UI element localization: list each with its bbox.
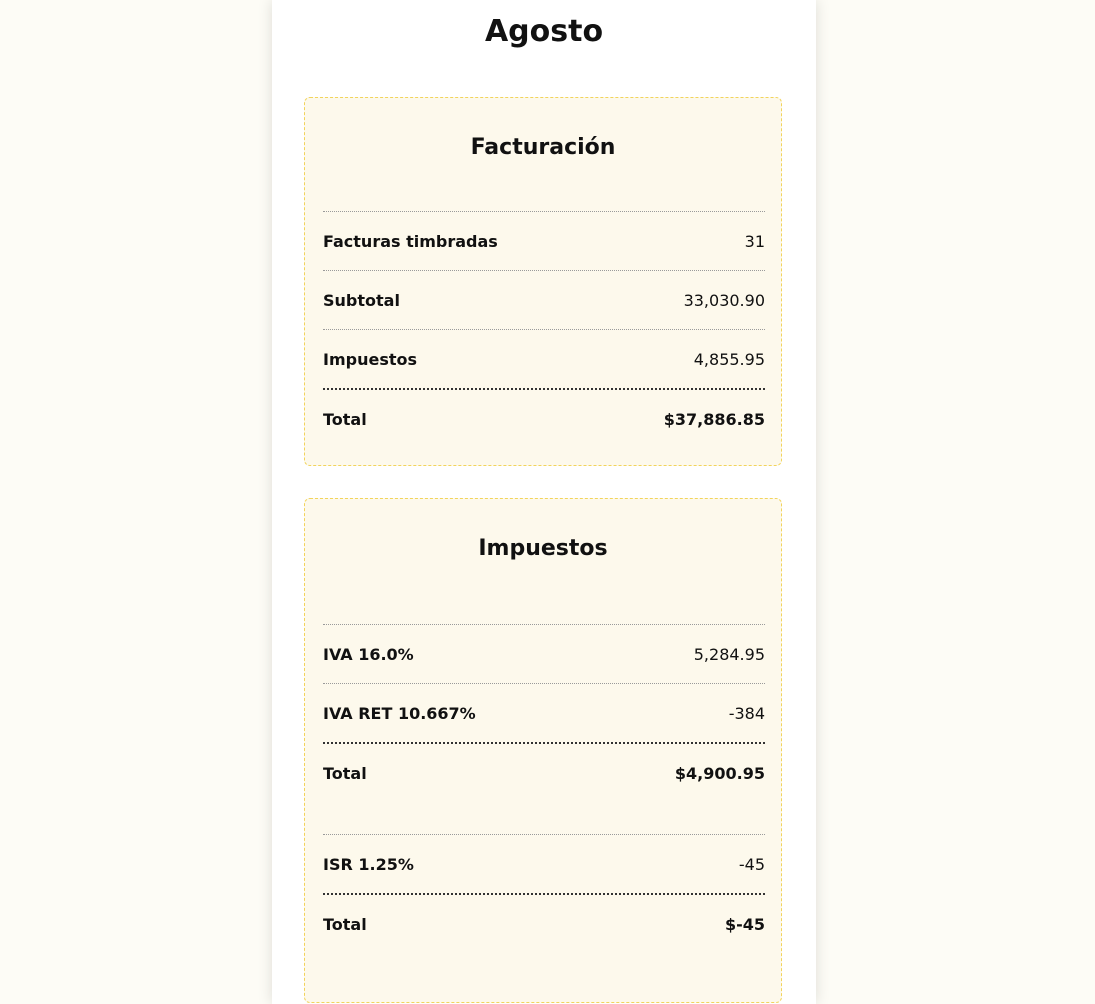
page-title: Agosto: [484, 14, 604, 49]
facturacion-title: Facturación: [470, 135, 616, 160]
row-label: Subtotal: [323, 290, 400, 310]
row-label: ISR 1.25%: [323, 854, 414, 874]
row-value: 31: [744, 231, 765, 251]
iva-row: [323, 624, 765, 683]
row-value: 5,284.95: [693, 644, 765, 664]
facturacion-card: [304, 97, 782, 466]
impuestos-card: [304, 498, 782, 1003]
total-label: Total: [323, 914, 367, 934]
row-value: 33,030.90: [683, 290, 765, 310]
row-value: -384: [728, 703, 765, 723]
row-label: Impuestos: [323, 349, 418, 369]
iva-total-row: [323, 742, 765, 802]
row-value: 4,855.95: [693, 349, 765, 369]
row-label: IVA 16.0%: [323, 644, 414, 664]
isr-row: [323, 834, 765, 893]
row-value: -45: [738, 854, 765, 874]
isr-total-row: [323, 893, 765, 953]
impuestos-row: [323, 329, 765, 388]
total-value: $37,886.85: [663, 409, 765, 429]
total-label: Total: [323, 763, 367, 783]
iva-ret-row: [323, 683, 765, 742]
total-value: $4,900.95: [674, 763, 765, 783]
facturas-timbradas-row: [323, 211, 765, 270]
total-label: Total: [323, 409, 367, 429]
total-value: $-45: [724, 914, 765, 934]
facturacion-total-row: [323, 388, 765, 448]
subtotal-row: [323, 270, 765, 329]
row-label: IVA RET 10.667%: [323, 703, 476, 723]
row-label: Facturas timbradas: [323, 231, 498, 251]
report-sheet: [272, 0, 816, 1004]
impuestos-title: Impuestos: [478, 536, 608, 561]
